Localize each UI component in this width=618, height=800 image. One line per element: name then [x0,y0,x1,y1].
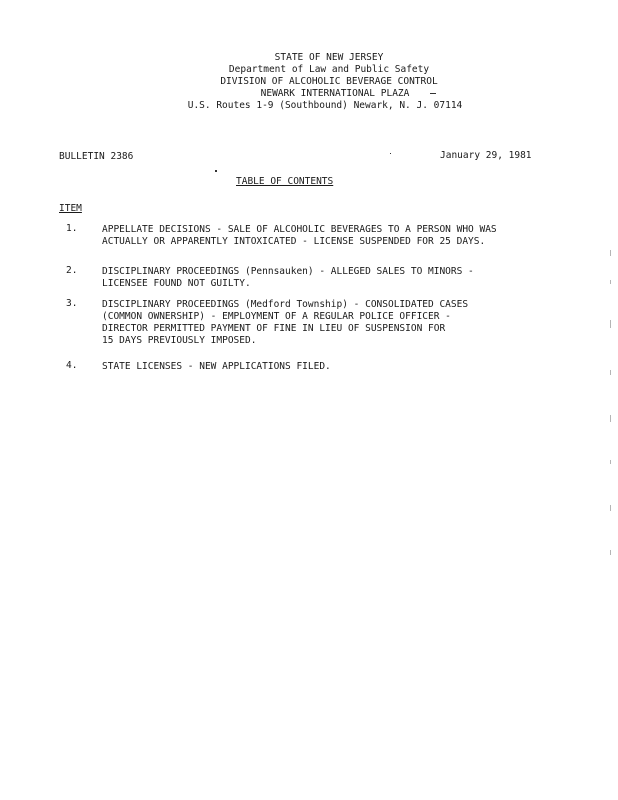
toc-item-line: ACTUALLY OR APPARENTLY INTOXICATED - LICENSE SUSPENDED FOR 25 DAYS. [102,236,486,247]
toc-title: TABLE OF CONTENTS [236,176,334,187]
toc-item-description [102,299,542,347]
scan-speck [430,93,436,94]
toc-item-description [102,224,542,248]
toc-item-line: DISCIPLINARY PROCEEDINGS (Pennsauken) - ALLEGED SALES TO MINORS - [102,266,474,277]
toc-item-line: STATE LICENSES - NEW APPLICATIONS FILED. [102,361,331,372]
toc-item-number: 4. [66,360,78,371]
toc-item-line: DIRECTOR PERMITTED PAYMENT OF FINE IN LIEU OF SUSPENSION FOR [102,323,446,334]
letterhead-division: DIVISION OF ALCOHOLIC BEVERAGE CONTROL [220,76,438,87]
toc-item-number: 1. [66,223,78,234]
scan-speck [215,170,217,172]
bulletin-number: BULLETIN 2386 [59,151,134,162]
letterhead [0,52,618,112]
toc-item-line: (COMMON OWNERSHIP) - EMPLOYMENT OF A REGULAR POLICE OFFICER - [102,311,451,322]
scan-speck [390,153,391,154]
toc-item-line: LICENSEE FOUND NOT GUILTY. [102,278,251,289]
toc-item-description [102,361,542,373]
toc-item-line: 15 DAYS PREVIOUSLY IMPOSED. [102,335,257,346]
letterhead-state: STATE OF NEW JERSEY [274,52,384,63]
scan-edge-marks [610,250,612,580]
letterhead-plaza: NEWARK INTERNATIONAL PLAZA [260,88,410,99]
letterhead-department: Department of Law and Public Safety [228,64,430,75]
toc-item-description [102,266,542,290]
item-column-header: ITEM [59,203,82,214]
toc-item-line: DISCIPLINARY PROCEEDINGS (Medford Township) - CONSOLIDATED CASES [102,299,469,310]
toc-item-number: 3. [66,298,78,309]
toc-item-number: 2. [66,265,78,276]
toc-item-line: APPELLATE DECISIONS - SALE OF ALCOHOLIC BEVERAGES TO A PERSON WHO WAS [102,224,497,235]
bulletin-date: January 29, 1981 [440,150,532,161]
letterhead-address: U.S. Routes 1-9 (Southbound) Newark, N. J. 07114 [187,100,463,111]
